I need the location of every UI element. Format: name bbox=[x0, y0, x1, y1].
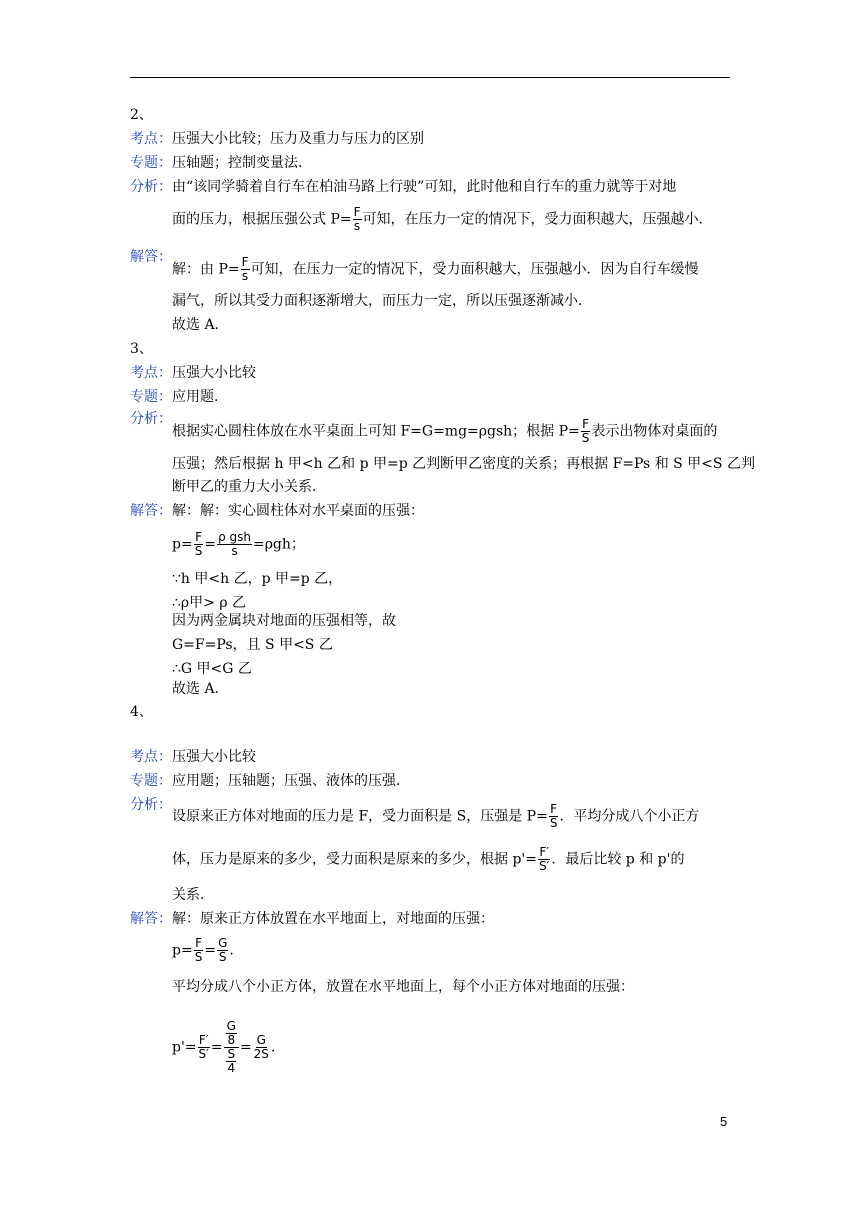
numerator: F bbox=[353, 205, 361, 219]
text-run: p'= bbox=[172, 1039, 197, 1056]
numerator: F bbox=[550, 802, 558, 816]
denominator: S bbox=[194, 544, 203, 558]
text-run: 表示出物体对桌面的 bbox=[591, 423, 718, 440]
fraction bbox=[241, 256, 250, 283]
text-run: 体，压力是原来的多少，受力面积是原来的多少，根据 p'= bbox=[172, 851, 537, 868]
q4-zhuanti bbox=[130, 772, 410, 790]
text-run: 根据实心圆柱体放在水平桌面上可知 F=G=mg=ρgsh；根据 P= bbox=[172, 423, 580, 440]
text-run: = bbox=[204, 536, 217, 553]
text-run: ． bbox=[270, 1039, 285, 1056]
fraction bbox=[198, 1034, 210, 1061]
label-jieda: 解答： bbox=[130, 503, 172, 519]
fraction bbox=[226, 1020, 237, 1047]
q4-kaodian bbox=[130, 748, 256, 766]
denominator: s bbox=[231, 544, 238, 558]
q4-equation-1 bbox=[172, 937, 243, 964]
label-kaodian: 考点： bbox=[130, 365, 172, 381]
text-run: 可知，在压力一定的情况下，受力面积越大，压强越小．因为自行车缓慢 bbox=[250, 261, 699, 278]
fraction bbox=[217, 531, 252, 558]
q4-jieda bbox=[130, 910, 494, 928]
q2-kaodian-text: 压强大小比较；压力及重力与压力的区别 bbox=[172, 131, 424, 147]
fraction bbox=[581, 418, 591, 445]
fraction bbox=[538, 846, 550, 873]
text-run: = bbox=[239, 1039, 252, 1056]
q2-jieda bbox=[130, 248, 172, 266]
denominator: S′ bbox=[539, 859, 550, 873]
label-fenxi: 分析： bbox=[130, 411, 172, 427]
denominator: S′ bbox=[198, 1047, 209, 1061]
text-run: =ρgh； bbox=[252, 536, 305, 553]
label-jieda: 解答： bbox=[130, 249, 172, 265]
text-run: 解：由 P= bbox=[172, 261, 240, 278]
question-number: 4、 bbox=[130, 704, 153, 720]
q3-equation-1 bbox=[172, 531, 305, 558]
q4-jieda-line2: 平均分成八个小正方体，放置在水平地面上，每个小正方体对地面的压强： bbox=[172, 979, 634, 995]
denominator: 2S bbox=[253, 1047, 269, 1061]
denominator: s bbox=[241, 269, 249, 283]
label-jieda: 解答： bbox=[130, 911, 172, 927]
q4-jieda-line1: 解：原来正方体放置在水平地面上，对地面的压强： bbox=[172, 911, 494, 927]
text-run: ．平均分成八个小正方 bbox=[559, 808, 700, 825]
denominator: 8 bbox=[227, 1033, 236, 1047]
denominator: S bbox=[194, 950, 203, 964]
label-zhuanti: 专题： bbox=[130, 389, 172, 405]
text-run: ．最后比较 p 和 p'的 bbox=[551, 851, 685, 868]
numerator: F bbox=[582, 417, 590, 431]
numerator: F bbox=[195, 530, 202, 544]
q2-kaodian bbox=[130, 130, 424, 148]
text-run: 可知，在压力一定的情况下，受力面积越大，压强越小． bbox=[362, 211, 713, 228]
label-zhuanti: 专题： bbox=[130, 773, 172, 789]
text-run: = bbox=[204, 942, 217, 959]
text-run: 面的压力，根据压强公式 P= bbox=[172, 211, 352, 228]
q2-jieda-line2: 漏气，所以其受力面积逐渐增大，而压力一定，所以压强逐渐减小． bbox=[172, 293, 592, 309]
label-kaodian: 考点： bbox=[130, 749, 172, 765]
q2-zhuanti-text: 压轴题；控制变量法． bbox=[172, 155, 312, 171]
numerator: F bbox=[195, 936, 202, 950]
q2-zhuanti bbox=[130, 154, 312, 172]
q2-fenxi-line1: 由“该同学骑着自行车在柏油马路上行驶”可知，此时他和自行车的重力就等于对地 bbox=[172, 179, 677, 195]
q4-kaodian-text: 压强大小比较 bbox=[172, 749, 256, 765]
question-number: 2、 bbox=[130, 107, 153, 123]
label-fenxi: 分析： bbox=[130, 179, 172, 195]
denominator: S bbox=[581, 431, 590, 445]
fraction bbox=[194, 531, 204, 558]
numerator: F′ bbox=[539, 845, 549, 859]
label-kaodian: 考点： bbox=[130, 131, 172, 147]
q2-jieda-line3: 故选 A． bbox=[172, 317, 229, 333]
numerator: G bbox=[256, 1033, 266, 1047]
text-run: = bbox=[210, 1039, 223, 1056]
fraction bbox=[226, 1048, 236, 1075]
header-rule bbox=[130, 77, 730, 78]
q3-fenxi bbox=[130, 410, 172, 428]
denominator bbox=[224, 1048, 238, 1075]
q3-jieda-line1: 解：解：实心圆柱体对水平桌面的压强： bbox=[172, 503, 424, 519]
numerator: F′ bbox=[198, 1033, 209, 1047]
q3-fenxi-line3: 断甲乙的重力大小关系． bbox=[172, 479, 326, 495]
numerator: S bbox=[227, 1047, 236, 1061]
fraction bbox=[194, 937, 204, 964]
q3-equation-4: 因为两金属块对地面的压强相等，故 bbox=[172, 613, 396, 629]
q4-fenxi-line1 bbox=[172, 803, 699, 830]
q4-fenxi-line3: 关系． bbox=[172, 887, 214, 903]
numerator: F bbox=[241, 255, 249, 269]
q3-equation-5: G=F=Ps，且 S 甲<S 乙 bbox=[172, 637, 333, 653]
numerator: G bbox=[226, 1019, 236, 1033]
q3-fenxi-line2: 压强；然后根据 h 甲<h 乙和 p 甲=p 乙判断甲乙密度的关系；再根据 F=Ps 和 S 甲<S 乙判 bbox=[172, 456, 755, 472]
q3-equation-3: ∴ρ甲> ρ 乙 bbox=[172, 595, 246, 611]
text-run: 设原来正方体对地面的压力是 F，受力面积是 S，压强是 P= bbox=[172, 808, 548, 825]
q3-zhuanti-text: 应用题． bbox=[172, 389, 228, 405]
page-number: 5 bbox=[720, 1114, 728, 1129]
denominator: 4 bbox=[227, 1061, 236, 1075]
q4-zhuanti-text: 应用题；压轴题；压强、液体的压强． bbox=[172, 773, 410, 789]
fraction bbox=[549, 803, 559, 830]
q4-equation-2 bbox=[172, 1020, 285, 1075]
fraction bbox=[353, 206, 362, 233]
numerator: ρ gsh bbox=[218, 530, 251, 544]
label-fenxi: 分析： bbox=[130, 797, 172, 813]
q3-kaodian-text: 压强大小比较 bbox=[172, 365, 256, 381]
denominator: S bbox=[218, 950, 227, 964]
q3-end: 故选 A． bbox=[172, 681, 229, 697]
fraction bbox=[253, 1034, 270, 1061]
question-number: 3、 bbox=[130, 341, 153, 357]
denominator: s bbox=[353, 219, 361, 233]
numerator: G bbox=[218, 936, 228, 950]
q4-fenxi-line2 bbox=[172, 846, 684, 873]
q3-equation-2: ∵h 甲<h 乙，p 甲=p 乙， bbox=[172, 571, 343, 587]
fraction bbox=[217, 937, 228, 964]
q3-jieda bbox=[130, 502, 424, 520]
text-run: p= bbox=[172, 536, 193, 553]
text-run: ． bbox=[229, 942, 244, 959]
numerator bbox=[224, 1020, 239, 1048]
q3-zhuanti bbox=[130, 388, 228, 406]
q3-fenxi-line1 bbox=[172, 418, 717, 445]
q2-jieda-line1 bbox=[172, 256, 699, 283]
q2-fenxi bbox=[130, 178, 676, 196]
q2-fenxi-line2 bbox=[172, 206, 713, 233]
label-zhuanti: 专题： bbox=[130, 155, 172, 171]
text-run: p= bbox=[172, 942, 193, 959]
q3-kaodian bbox=[130, 364, 256, 382]
q3-equation-6: ∴G 甲<G 乙 bbox=[172, 661, 252, 677]
q4-fenxi bbox=[130, 796, 172, 814]
compound-fraction bbox=[224, 1020, 239, 1075]
denominator: S bbox=[549, 816, 558, 830]
